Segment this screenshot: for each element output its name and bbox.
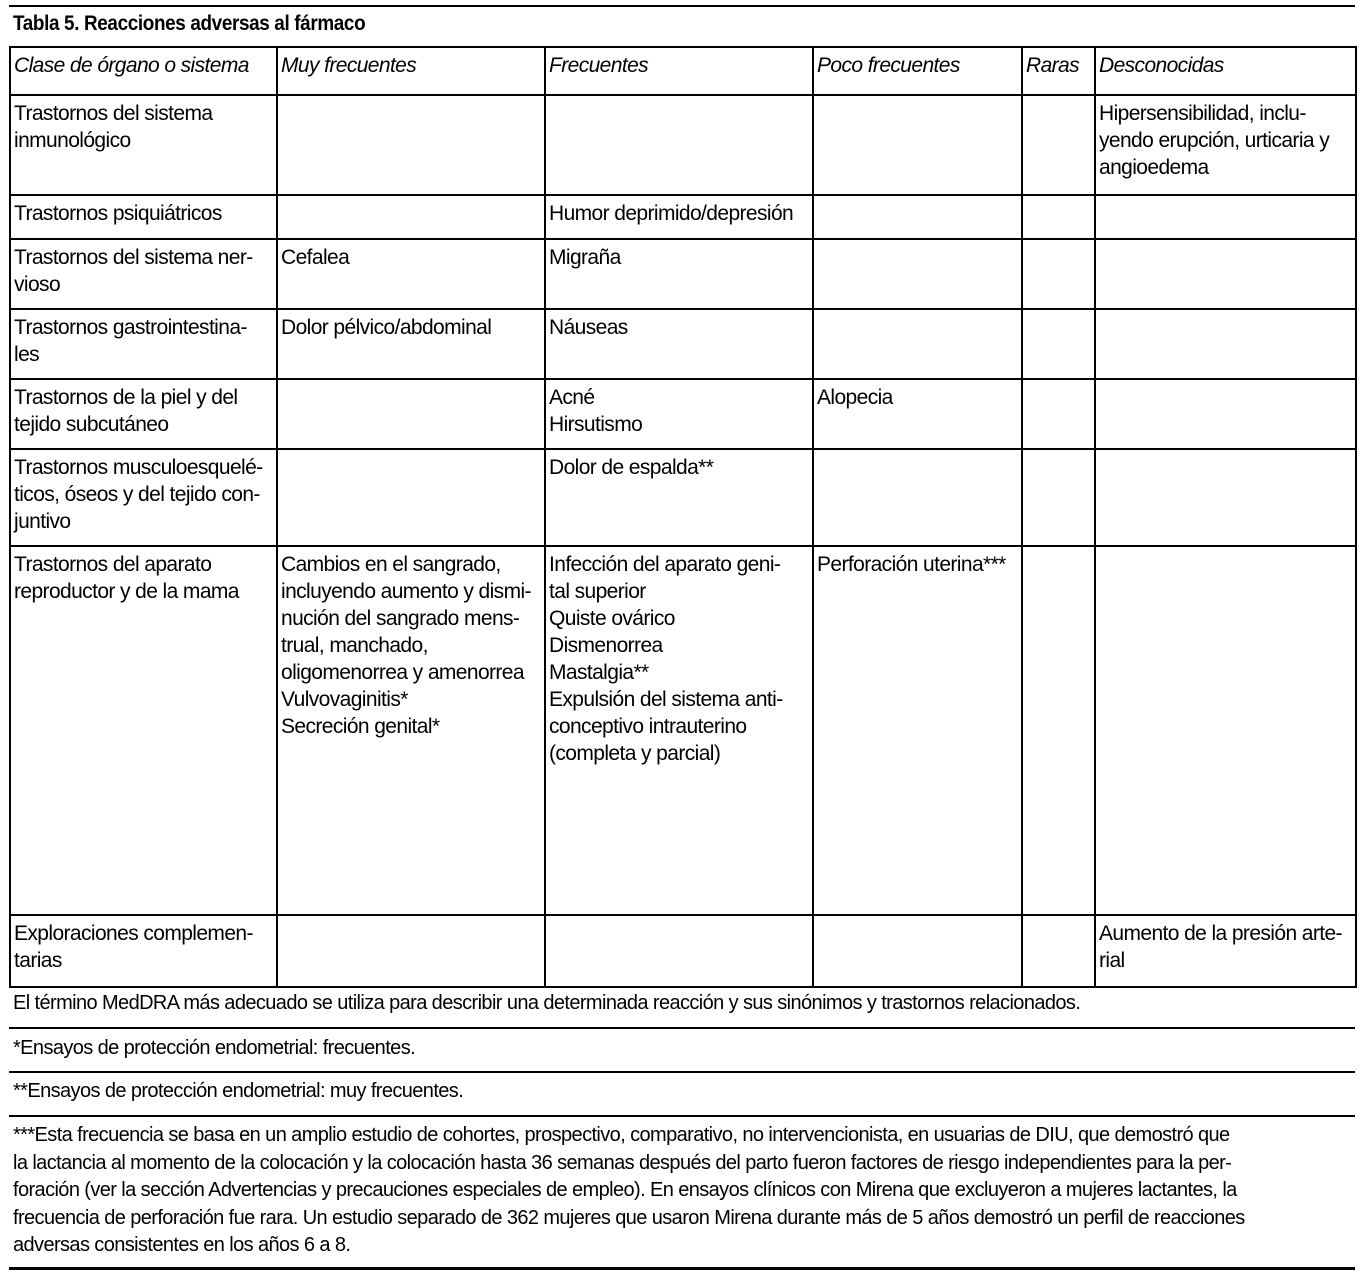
note-text-line: adversas consistentes en los años 6 a 8. [13, 1234, 351, 1256]
cell-text-line: Trastornos de la piel y del [14, 386, 238, 409]
cell-text-line: Trastornos psiquiátricos [14, 202, 222, 225]
cell-text-line: Quiste ovárico [549, 607, 675, 630]
cell-text-line: nución del sangrado mens- [281, 607, 520, 630]
cell-text-line: vioso [14, 273, 61, 296]
table-row [10, 449, 1356, 546]
poco-frecuentes-cell [813, 915, 1022, 987]
note-text-line: El término MedDRA más adecuado se utiliza para describir una determinada reacción y sus sinónimos y trastornos relacionados. [13, 992, 1081, 1014]
frecuentes-cell [545, 449, 813, 546]
cell-text-line: Secreción genital* [281, 715, 440, 738]
divider-rule [9, 1027, 1355, 1029]
poco-frecuentes-cell [813, 195, 1022, 239]
header-poco-frecuentes: Poco frecuentes [813, 47, 1022, 95]
cell-text-line: Mastalgia** [549, 661, 649, 684]
raras-cell [1022, 239, 1095, 309]
cell-text-line: Trastornos musculoesquelé- [14, 456, 263, 479]
desconocidas-cell [1095, 239, 1356, 309]
cell-text-line: juntivo [14, 510, 71, 533]
note-text-line: **Ensayos de protección endometrial: muy frecuentes. [13, 1080, 464, 1102]
table-title: Tabla 5. Reacciones adversas al fármaco [13, 12, 366, 35]
divider-rule [9, 1267, 1355, 1270]
cell-text-line: tarias [14, 949, 62, 972]
table-row [10, 95, 1356, 195]
frecuentes-cell [545, 309, 813, 379]
organ-cell [10, 379, 277, 449]
cell-text-line: Perforación uterina*** [817, 553, 1006, 576]
frecuentes-cell [545, 915, 813, 987]
note-text-line: *Ensayos de protección endometrial: frecuentes. [13, 1037, 416, 1059]
desconocidas-cell [1095, 915, 1356, 987]
cell-text-line: Trastornos gastrointestina- [14, 316, 247, 339]
organ-cell [10, 195, 277, 239]
cell-text-line: Dismenorrea [549, 634, 663, 657]
note-meddra [13, 990, 1353, 1018]
cell-text-line: Dolor de espalda** [549, 456, 714, 479]
cell-text-line: oligomenorrea y amenorrea [281, 661, 524, 684]
header-muy-frecuentes: Muy frecuentes [277, 47, 545, 95]
cell-text-line: Trastornos del sistema [14, 102, 213, 125]
cell-text-line: Alopecia [817, 386, 893, 409]
frecuentes-cell [545, 195, 813, 239]
raras-cell [1022, 195, 1095, 239]
cell-text-line: (completa y parcial) [549, 742, 721, 765]
note-single-asterisk [13, 1035, 1353, 1063]
organ-cell [10, 239, 277, 309]
table-row [10, 309, 1356, 379]
frecuentes-cell [545, 379, 813, 449]
muy-frecuentes-cell [277, 195, 545, 239]
raras-cell [1022, 915, 1095, 987]
cell-text-line: Exploraciones complemen- [14, 922, 253, 945]
divider-rule [9, 1115, 1355, 1117]
cell-text-line: Acné [549, 386, 595, 409]
desconocidas-cell [1095, 195, 1356, 239]
header-organ-class: Clase de órgano o sistema [10, 47, 277, 95]
cell-text-line: incluyendo aumento y dismi- [281, 580, 531, 603]
cell-text-line: Hirsutismo [549, 413, 643, 436]
poco-frecuentes-cell [813, 449, 1022, 546]
cell-text-line: Cambios en el sangrado, [281, 553, 501, 576]
header-raras: Raras [1022, 47, 1095, 95]
cell-text-line: Expulsión del sistema anti- [549, 688, 783, 711]
muy-frecuentes-cell [277, 309, 545, 379]
note-text-line: ***Esta frecuencia se basa en un amplio estudio de cohortes, prospectivo, comparativo, no intervencionista, en usuarias de DIU, que demostró que [13, 1124, 1230, 1146]
header-desconocidas: Desconocidas [1095, 47, 1356, 95]
muy-frecuentes-cell [277, 239, 545, 309]
cell-text-line: conceptivo intrauterino [549, 715, 747, 738]
poco-frecuentes-cell [813, 239, 1022, 309]
note-text-line: foración (ver la sección Advertencias y precauciones especiales de empleo). En ensayos clínicos con Mirena que excluyeron a mujeres lactantes, la [13, 1179, 1237, 1201]
header-frecuentes: Frecuentes [545, 47, 813, 95]
table-row [10, 915, 1356, 987]
muy-frecuentes-cell [277, 915, 545, 987]
frecuentes-cell [545, 95, 813, 195]
cell-text-line: rial [1099, 949, 1125, 972]
poco-frecuentes-cell [813, 379, 1022, 449]
poco-frecuentes-cell [813, 95, 1022, 195]
raras-cell [1022, 95, 1095, 195]
raras-cell [1022, 309, 1095, 379]
desconocidas-cell [1095, 449, 1356, 546]
cell-text-line: ticos, óseos y del tejido con- [14, 483, 260, 506]
cell-text-line: Dolor pélvico/abdominal [281, 316, 492, 339]
table-row [10, 379, 1356, 449]
muy-frecuentes-cell [277, 95, 545, 195]
cell-text-line: tal superior [549, 580, 646, 603]
muy-frecuentes-cell [277, 449, 545, 546]
divider-rule [9, 1071, 1355, 1073]
note-text-line: frecuencia de perforación fue rara. Un estudio separado de 362 mujeres que usaron Mirena durante más de 5 años demostró un perfil de reacciones [13, 1206, 1245, 1229]
desconocidas-cell [1095, 309, 1356, 379]
organ-cell [10, 915, 277, 987]
cell-text-line: les [14, 343, 40, 366]
cell-text-line: Trastornos del sistema ner- [14, 246, 253, 269]
cell-text-line: Cefalea [281, 246, 350, 269]
table-row [10, 195, 1356, 239]
cell-text-line: reproductor y de la mama [14, 580, 239, 603]
note-double-asterisk [13, 1078, 1353, 1106]
cell-text-line: Migraña [549, 246, 621, 269]
cell-text-line: trual, manchado, [281, 634, 428, 657]
adverse-reactions-table [9, 46, 1357, 988]
frecuentes-cell [545, 546, 813, 915]
table-header-row [10, 47, 1356, 95]
cell-text-line: Aumento de la presión arte- [1099, 922, 1342, 945]
cell-text-line: Náuseas [549, 316, 628, 339]
desconocidas-cell [1095, 95, 1356, 195]
organ-cell [10, 449, 277, 546]
raras-cell [1022, 379, 1095, 449]
cell-text-line: tejido subcutáneo [14, 413, 169, 436]
desconocidas-cell [1095, 379, 1356, 449]
cell-text-line: Humor deprimido/depresión [549, 202, 794, 225]
table-row [10, 239, 1356, 309]
note-text-line: la lactancia al momento de la colocación y la colocación hasta 36 semanas después del parto fueron factores de riesgo independientes para la per- [13, 1151, 1232, 1174]
muy-frecuentes-cell [277, 379, 545, 449]
frecuentes-cell [545, 239, 813, 309]
poco-frecuentes-cell [813, 546, 1022, 915]
cell-text-line: Trastornos del aparato [14, 553, 212, 576]
cell-text-line: Hipersensibilidad, inclu- [1099, 102, 1306, 125]
top-rule [9, 5, 1355, 7]
organ-cell [10, 546, 277, 915]
raras-cell [1022, 449, 1095, 546]
cell-text-line: yendo erupción, urticaria y [1099, 129, 1330, 152]
poco-frecuentes-cell [813, 309, 1022, 379]
table-row [10, 546, 1356, 915]
raras-cell [1022, 546, 1095, 915]
cell-text-line: Infección del aparato geni- [549, 553, 781, 576]
cell-text-line: inmunológico [14, 129, 131, 152]
organ-cell [10, 95, 277, 195]
desconocidas-cell [1095, 546, 1356, 915]
organ-cell [10, 309, 277, 379]
cell-text-line: angioedema [1099, 156, 1209, 179]
note-triple-asterisk [13, 1122, 1353, 1260]
cell-text-line: Vulvovaginitis* [281, 688, 408, 711]
muy-frecuentes-cell [277, 546, 545, 915]
